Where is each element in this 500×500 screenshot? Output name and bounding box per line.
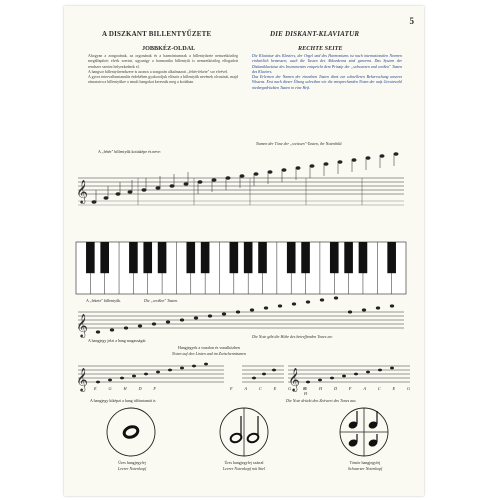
treble-clef-icon: 𝄞: [76, 181, 88, 203]
lower-staff: [78, 312, 404, 328]
black-key: [287, 242, 296, 273]
score-page: [64, 6, 424, 496]
hu-subtitle: JOBBKÉZ-OLDAL: [142, 45, 196, 52]
half-note-caption-hu: Üres hangjegyfej szárral: [224, 460, 264, 465]
black-key: [244, 242, 253, 273]
de-paragraph-2: Das Erlernen der Namen der einzelnen Tasten dient zur schnelleren Beherrschung unseres Wissens. Erst nach dieser Übung schreiben wir die entsprechenden Noten der aufs Geratewohl niedergedrückten Tasten in eine Heft.: [252, 75, 402, 90]
duration-label-hu: A hangjegy kiképzi a hang időtartamát is: [90, 398, 156, 403]
de-paragraph-1: Die Klaviatur des Klaviers, der Orgel und des Harmoniums ist nach internationalen Normen einheitlich bemessen; auch die Tasten des Akkordeons sind genormt. Das System der Diskantklaviatur des Instrumentes entspricht dem Prinzip der „schwarzen und weißen" Tasten des Klaviers.: [252, 54, 402, 74]
black-keys-label-hu: A „fekete" billentyűk.: [86, 298, 122, 303]
note-names-spaces: F A C E G H: [230, 386, 312, 391]
pitch-notes-left: [96, 363, 208, 384]
lines-label-de: Noten auf den Linien und im Zwischenräumen: [172, 351, 246, 356]
pitch-notes-right: [306, 367, 394, 384]
hu-paragraph-2: A hangsor billentyűrendszere is azonos a zongorán alkalmazott „fehér-fekete" sor elvével.: [88, 69, 229, 74]
black-key: [143, 242, 152, 273]
white-keys-label-hu: A „fehér" billentyűk kottaképe és neve:: [98, 149, 162, 154]
whole-note-caption-de: Leerer Notenkopf: [118, 466, 146, 471]
note-names-lines: E G H D F: [94, 386, 162, 391]
quarter-note-caption-de: Schwarzer Notenkopf: [347, 466, 383, 471]
half-note-circle: [220, 408, 268, 456]
upper-staff: [78, 178, 404, 205]
treble-clef-icon: 𝄞: [76, 369, 88, 391]
hu-title: A DISZKANT BILLENTYŰZETE: [102, 30, 212, 38]
white-keys-label-de: Namen der Töne der „weissen"-Tasten, ihr Notenbild.: [256, 141, 343, 146]
piano-keyboard: [76, 242, 406, 294]
half-note-caption-de: Leerer Notenkopf mit Stiel: [222, 466, 266, 471]
lines-label-hu: Hangjegyek a vonalon és vonalközben: [178, 345, 240, 350]
black-key: [86, 242, 95, 273]
black-key: [230, 242, 239, 273]
black-key: [301, 242, 310, 273]
black-key: [129, 242, 138, 273]
black-key: [158, 242, 167, 273]
whole-note-caption-hu: Üres hangjegyfej: [118, 460, 146, 465]
pitch-staff-left: [78, 366, 224, 382]
black-key: [344, 242, 353, 273]
black-key: [330, 242, 339, 273]
pitch-label-hu: A hangjegy jelzi a hang magasságát:: [88, 338, 147, 343]
black-key: [258, 242, 267, 273]
black-key: [359, 242, 368, 273]
black-key: [201, 242, 210, 273]
note-names-mixed: G H D F A C E G H: [304, 386, 416, 396]
black-key: [100, 242, 109, 273]
black-key: [186, 242, 195, 273]
black-keys-label-de: Die „weißen" Tasten.: [144, 298, 179, 303]
whole-note-circle: [107, 408, 155, 456]
pitch-label-de: Die Note gibt die Höhe des betreffenden Tones an:: [252, 334, 333, 339]
music-notation-drawing: [64, 6, 424, 496]
quarter-note-circle: [340, 408, 388, 456]
page-number: 5: [409, 16, 414, 26]
quarter-note-caption-hu: Tömör hangjegyfej: [349, 460, 381, 465]
de-subtitle: RECHTE SEITE: [298, 45, 343, 52]
black-key: [387, 242, 396, 273]
treble-clef-icon: 𝄞: [288, 369, 300, 391]
treble-clef-icon: 𝄞: [76, 315, 88, 337]
hu-paragraph-1: Ahogyan a zongorának, az orgonának és a harmóniumnak a billentyűzete nemzetközileg megállapított elvek szerint, ugyanígy a harmonika billentyűi is nemzetközileg elfogadott rendszer szerint helyezkednek el.: [88, 54, 238, 69]
de-title: DIE DISKANT-KLAVIATUR: [270, 30, 360, 38]
duration-label-de: Die Note drückt den Zeitwert des Tones aus: [286, 398, 356, 403]
hu-paragraph-3: A gyors intervallumtanulás érdekében gyakoroljuk először a billentyűk nevének olvasását, majd rámutatva a billentyűkre a tanult hangokat keressük meg a kottában.: [88, 75, 238, 85]
